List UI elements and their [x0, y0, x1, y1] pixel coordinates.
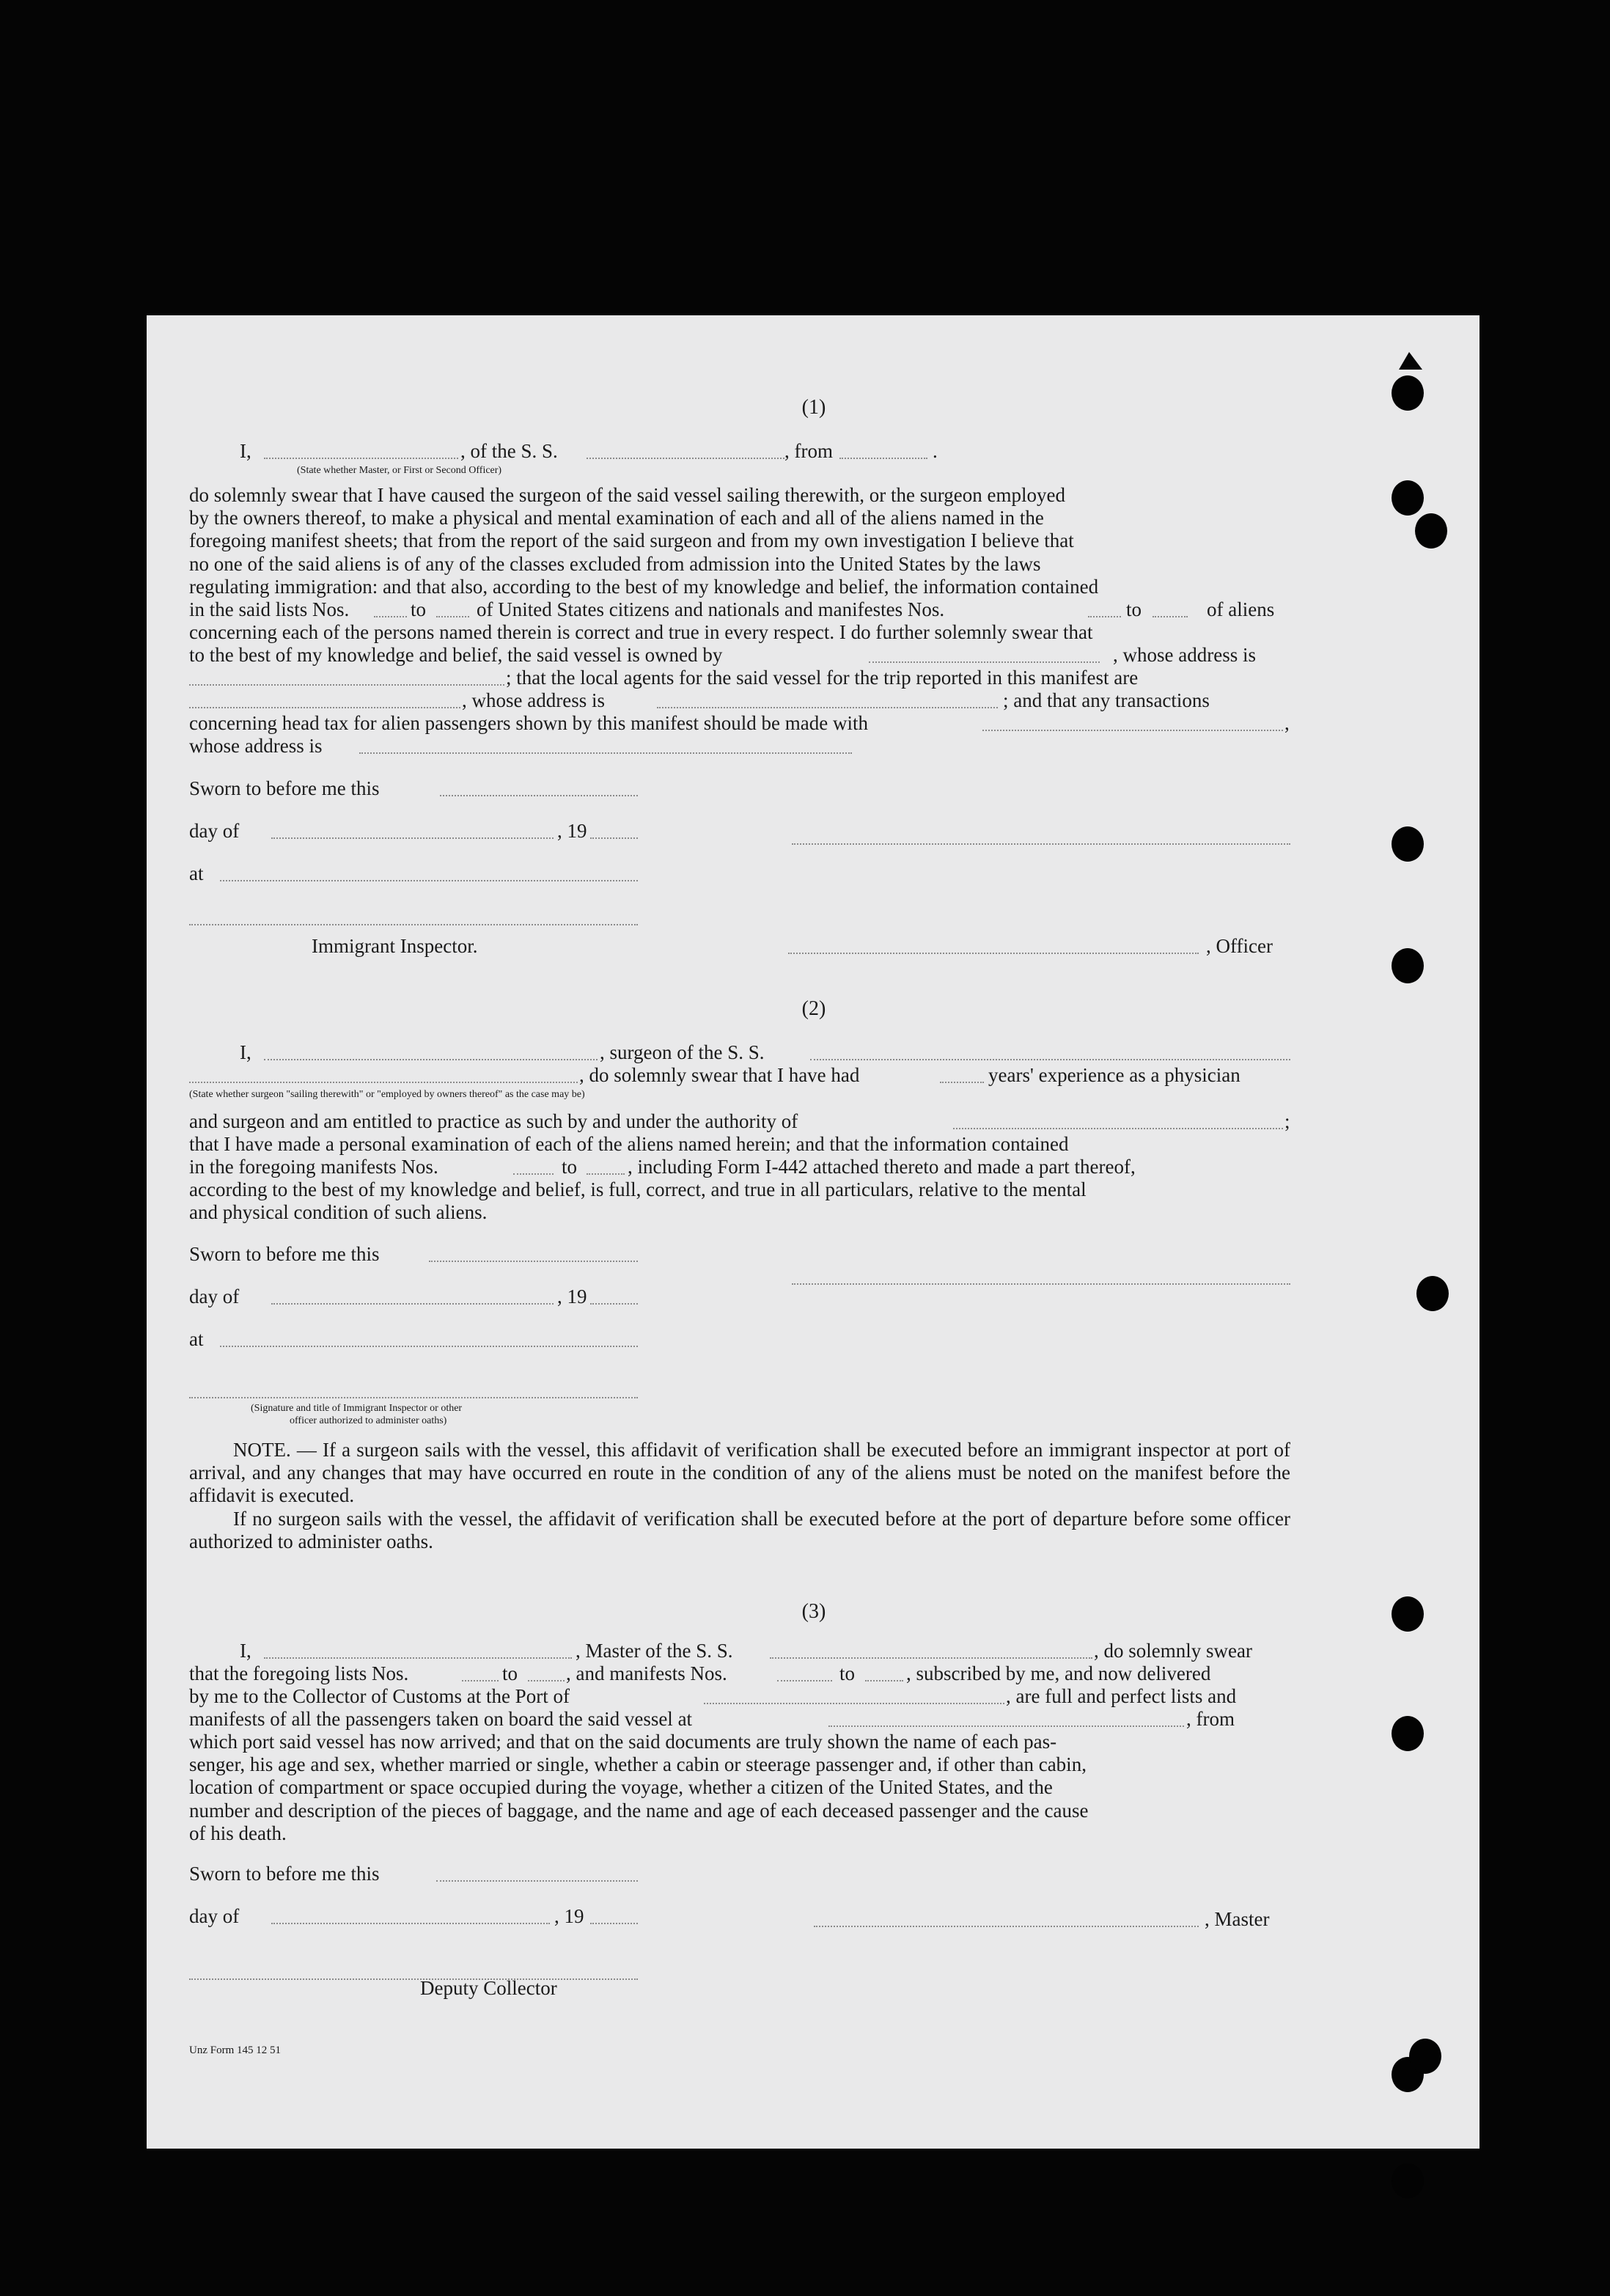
s3-manifest-from-field[interactable]	[777, 1680, 832, 1681]
binder-hole	[1392, 948, 1424, 983]
s3-master-label-sig: , Master	[1205, 1908, 1270, 1930]
s1-oath-paragraph	[189, 484, 1479, 598]
s2-manifests-c: , including Form I-442 attached thereto and made a part thereof,	[628, 1156, 1136, 1178]
s1-inspector-signature-field[interactable]	[189, 924, 638, 925]
s1-owner-address-field[interactable]	[189, 684, 504, 686]
s1-line1-end: .	[933, 440, 938, 462]
s3-i-label: I,	[240, 1640, 251, 1662]
s2-examination: that I have made a personal examination of each of the aliens named herein; and that the information contained	[189, 1133, 1069, 1155]
section-1-number: (1)	[801, 396, 826, 419]
s1-year-field[interactable]	[590, 837, 638, 839]
s3-lists-a: that the foregoing lists Nos.	[189, 1662, 409, 1684]
s1-name-field[interactable]	[264, 458, 458, 459]
s1-officer-label: , Officer	[1206, 935, 1273, 957]
s1-manifest-from-field[interactable]	[1088, 616, 1121, 617]
s2-sworn: Sworn to before me this	[189, 1243, 380, 1265]
s3-port-b: , are full and perfect lists and	[1006, 1685, 1237, 1707]
s3-day-of: day of	[189, 1905, 240, 1927]
s3-port-field[interactable]	[704, 1703, 1004, 1704]
s3-swear-label: , do solemnly swear	[1094, 1640, 1252, 1662]
s1-owned-b: , whose address is	[1113, 644, 1256, 666]
s1-at-field[interactable]	[220, 880, 638, 881]
s2-rest-line-1: according to the best of my knowledge and belief, is full, correct, and true in all particulars, relative to the mental	[189, 1178, 1087, 1200]
s1-officer-field[interactable]	[788, 953, 1199, 954]
s1-agents-address-field[interactable]	[657, 707, 998, 708]
s2-rest-line-2: and physical condition of such aliens.	[189, 1201, 488, 1224]
binder-hole	[1392, 1716, 1424, 1751]
s2-rest-paragraph	[189, 1178, 1290, 1224]
s1-para-line-1: do solemnly swear that I have caused the surgeon of the said vessel sailing therewith, or the surgeon employed	[189, 484, 1065, 506]
binder-hole	[1392, 1596, 1424, 1632]
s2-caption: (State whether surgeon "sailing therewith" or "employed by owners thereof" as the case may be)	[189, 1089, 585, 1100]
s3-year: , 19	[554, 1905, 584, 1927]
s3-year-field[interactable]	[590, 1923, 638, 1924]
s1-owned-a: to the best of my knowledge and belief, the said vessel is owned by	[189, 644, 723, 666]
s1-signature-field[interactable]	[792, 843, 1290, 845]
s1-para-line-4: no one of the said aliens is of any of the classes excluded from admission into the United States by the laws	[189, 552, 1041, 575]
s1-from-field[interactable]	[839, 458, 927, 459]
s1-concerning-line: concerning each of the persons named therein is correct and true in every respect. I do further solemnly swear that	[189, 621, 1093, 643]
s1-lists-d: to	[1126, 598, 1142, 620]
s3-list-to-field[interactable]	[528, 1680, 565, 1681]
s2-manifest-from-field[interactable]	[513, 1173, 554, 1175]
s2-swear-label: , do solemnly swear that I have had	[579, 1064, 860, 1086]
s3-name-field[interactable]	[264, 1657, 572, 1659]
s1-lists-c: of United States citizens and nationals and manifestes Nos.	[477, 598, 945, 620]
s2-authority-field[interactable]	[953, 1128, 1283, 1129]
s2-signature-field[interactable]	[792, 1283, 1290, 1285]
s1-head-tax-field[interactable]	[982, 730, 1283, 731]
s3-port-a: by me to the Collector of Customs at the Port of	[189, 1685, 570, 1707]
s3-lists-c: , and manifests Nos.	[566, 1662, 727, 1684]
s1-list-from-field[interactable]	[374, 616, 407, 617]
binder-hole	[1392, 826, 1424, 862]
s2-manifests-b: to	[562, 1156, 578, 1178]
binder-hole	[1416, 1276, 1449, 1311]
s1-para-line-2: by the owners thereof, to make a physical and mental examination of each and all of the aliens named in the	[189, 507, 1044, 529]
s3-master-signature-field[interactable]	[814, 1926, 1199, 1927]
s1-para-line-3: foregoing manifest sheets; that from the report of the said surgeon and from my own investigation I believe that	[189, 529, 1074, 552]
s1-address-b: ; and that any transactions	[1003, 689, 1210, 711]
s2-name-field[interactable]	[264, 1059, 598, 1060]
s1-i-label: I,	[240, 440, 251, 462]
s2-years-label: years' experience as a physician	[988, 1064, 1240, 1086]
s2-surgeon-label: , surgeon of the S. S.	[600, 1041, 765, 1063]
note-text-1: NOTE. — If a surgeon sails with the vessel, this affidavit of verification shall be executed before an immigrant inspector at port of arrival, and any changes that may have occurred en route in the condition of any of the aliens must be noted on the manifest before the affidavit is executed.	[189, 1439, 1290, 1507]
s3-boarded-b: , from	[1186, 1708, 1235, 1730]
s3-sworn-field[interactable]	[436, 1880, 638, 1882]
s2-day-field[interactable]	[271, 1303, 554, 1305]
s2-years-field[interactable]	[940, 1082, 984, 1083]
s2-sig-caption-2: officer authorized to administer oaths)	[290, 1415, 447, 1426]
s1-agents-field[interactable]	[189, 707, 460, 708]
form-number: Unz Form 145 12 51	[189, 2044, 281, 2056]
s1-address-a: , whose address is	[462, 689, 605, 711]
s1-sworn: Sworn to before me this	[189, 777, 380, 799]
s2-day-of: day of	[189, 1285, 240, 1307]
s3-boarded-field[interactable]	[828, 1725, 1184, 1727]
s1-of-ss-label: , of the S. S.	[460, 440, 558, 462]
s3-day-field[interactable]	[271, 1923, 550, 1924]
s1-head-tax-a: concerning head tax for alien passengers shown by this manifest should be made with	[189, 712, 869, 734]
s2-authority-a: and surgeon and am entitled to practice as such by and under the authority of	[189, 1110, 798, 1132]
s1-inspector-label: Immigrant Inspector.	[312, 935, 478, 957]
s3-rest-line-1: which port said vessel has now arrived; and that on the said documents are truly shown the name of each pas-	[189, 1731, 1057, 1753]
s3-rest-line-3: location of compartment or space occupied during the voyage, whether a citizen of the United States, and the	[189, 1776, 1053, 1799]
form-page	[147, 315, 1479, 2149]
note-paragraph-2	[189, 1508, 1290, 1553]
section-3-number: (3)	[801, 1600, 826, 1623]
s1-year: , 19	[557, 820, 587, 842]
s1-day-field[interactable]	[271, 837, 554, 839]
s1-whose-address: whose address is	[189, 735, 323, 757]
s3-rest-line-2: senger, his age and sex, whether married or single, whether a cabin or steerage passenger and, if other than cabin,	[189, 1753, 1087, 1776]
binder-hole	[1392, 375, 1424, 411]
s2-sig-caption-1: (Signature and title of Immigrant Inspector or other	[251, 1403, 463, 1414]
s2-sworn-field[interactable]	[429, 1261, 638, 1262]
s1-head-tax-b: ,	[1284, 712, 1290, 734]
corner-tab	[1399, 352, 1422, 370]
s3-list-from-field[interactable]	[462, 1680, 499, 1681]
binder-hole	[1392, 480, 1424, 516]
s3-rest-line-5: of his death.	[189, 1822, 287, 1844]
s3-sworn: Sworn to before me this	[189, 1863, 380, 1885]
s1-sworn-field[interactable]	[440, 795, 638, 796]
binder-hole	[1415, 513, 1447, 549]
s1-at: at	[189, 862, 204, 884]
s3-rest-line-4: number and description of the pieces of baggage, and the name and age of each deceased passenger and the cause	[189, 1799, 1089, 1822]
s3-rest-paragraph	[189, 1731, 1290, 1845]
s2-year-field[interactable]	[590, 1303, 638, 1305]
s1-para-line-5: regulating immigration: and that also, according to the best of my knowledge and belief, the information contained	[189, 575, 1099, 598]
note-text-2: If no surgeon sails with the vessel, the affidavit of verification shall be executed before at the port of departure before some officer authorized to administer oaths.	[189, 1508, 1290, 1553]
s2-i-label: I,	[240, 1041, 251, 1063]
s1-owner-field[interactable]	[869, 661, 1100, 663]
s3-deputy-signature-field[interactable]	[189, 1978, 638, 1980]
s1-from-label: , from	[784, 440, 833, 462]
note-paragraph-1	[189, 1439, 1290, 1508]
s1-list-to-field[interactable]	[436, 616, 469, 617]
s2-year: , 19	[557, 1285, 587, 1307]
s1-state-caption: (State whether Master, or First or Second Officer)	[297, 465, 502, 476]
s3-deputy-label: Deputy Collector	[420, 1977, 557, 1999]
s2-vessel-field[interactable]	[810, 1059, 1290, 1060]
s2-manifest-to-field[interactable]	[587, 1173, 625, 1175]
s3-master-label: , Master of the S. S.	[576, 1640, 733, 1662]
s3-lists-b: to	[502, 1662, 518, 1684]
section-2-number: (2)	[801, 997, 826, 1020]
s2-inspector-signature-field[interactable]	[189, 1397, 638, 1398]
s3-vessel-field[interactable]	[770, 1657, 1092, 1659]
s1-day-of: day of	[189, 820, 240, 842]
s2-surgeon-type-field[interactable]	[189, 1082, 578, 1083]
binder-hole	[1409, 2039, 1441, 2074]
s2-at: at	[189, 1328, 204, 1350]
s2-manifests-a: in the foregoing manifests Nos.	[189, 1156, 438, 1178]
s3-lists-d: to	[839, 1662, 856, 1684]
s2-at-field[interactable]	[220, 1346, 638, 1347]
s1-manifest-to-field[interactable]	[1153, 616, 1188, 617]
s1-lists-b: to	[411, 598, 427, 620]
s2-authority-b: ;	[1284, 1110, 1290, 1132]
binder-hole	[1392, 2163, 1424, 2198]
s1-agents-line: ; that the local agents for the said vessel for the trip reported in this manifest are	[506, 667, 1139, 689]
s3-lists-e: , subscribed by me, and now delivered	[906, 1662, 1211, 1684]
s1-head-tax-address-field[interactable]	[359, 752, 852, 754]
s3-boarded-a: manifests of all the passengers taken on board the said vessel at	[189, 1708, 693, 1730]
s1-vessel-field[interactable]	[587, 458, 784, 459]
s1-lists-e: of aliens	[1207, 598, 1275, 620]
s1-lists-a: in the said lists Nos.	[189, 598, 350, 620]
s3-manifest-to-field[interactable]	[865, 1680, 903, 1681]
